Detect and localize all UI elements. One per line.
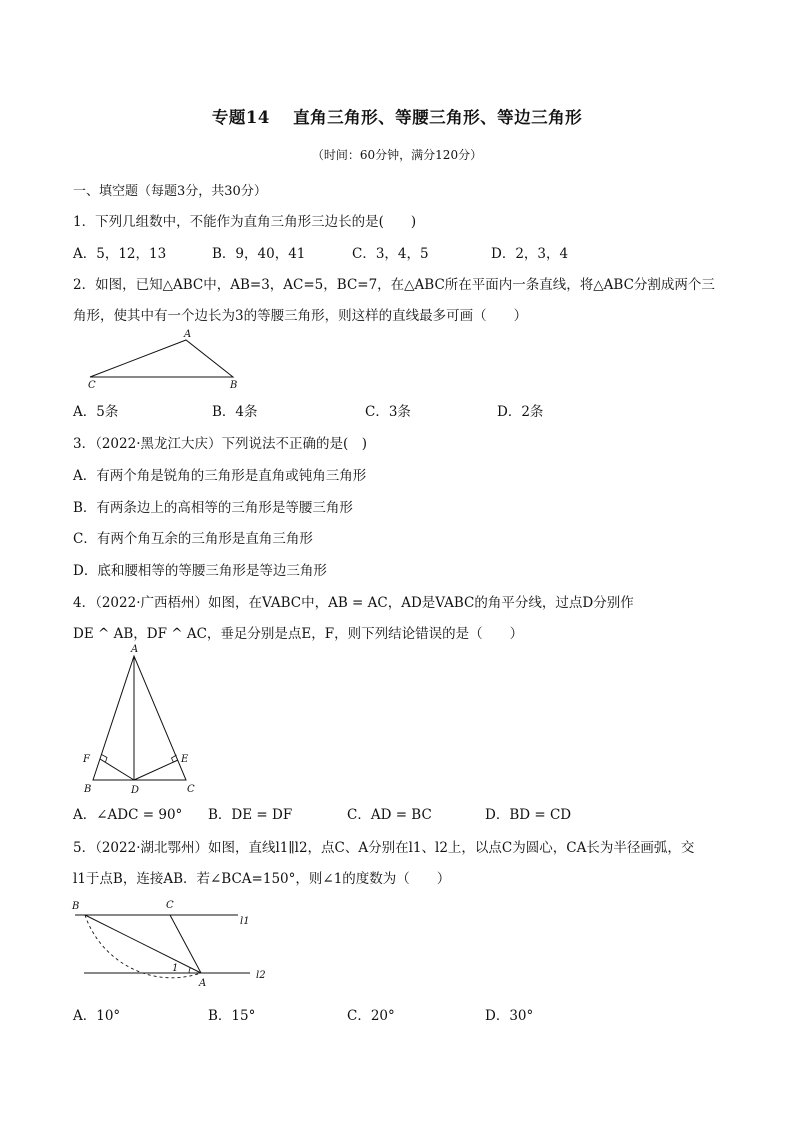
q4-isosceles-figure	[76, 642, 206, 797]
q2-option-c: C．3条	[365, 404, 411, 420]
q2-stem-line1: 2．如图，已知△ABC中，AB=3，AC=5，BC=7，在△ABC所在平面内一条直线，将△ABC分割成两个三	[73, 277, 715, 293]
section-heading: 一、填空题（每题3分，共30分）	[73, 184, 267, 199]
q4-stem-line2: DE ^ AB，DF ^ AC，垂足分别是点E，F，则下列结论错误的是（ ）	[73, 626, 524, 642]
label-b: B	[84, 784, 92, 795]
q3-option-a: A．有两个角是锐角的三角形是直角或钝角三角形	[73, 468, 367, 484]
q3-stem: 3．（2022·黑龙江大庆）下列说法不正确的是( )	[73, 436, 368, 452]
q1-option-b: B．9，40，41	[212, 246, 306, 262]
q2-stem-line2: 角形，使其中有一个边长为3的等腰三角形，则这样的直线最多可画（ ）	[73, 308, 528, 324]
q5-option-a: A．10°	[73, 1008, 121, 1024]
q3-option-c: C．有两个角互余的三角形是直角三角形	[73, 531, 313, 547]
label-c: C	[187, 784, 195, 795]
label-l1: l1	[240, 916, 250, 927]
label-e: E	[181, 754, 189, 765]
segment-df	[100, 759, 134, 780]
q5-parallel-lines-figure	[70, 892, 280, 992]
label-a: A	[131, 644, 139, 655]
segment-de	[134, 760, 178, 780]
q4-option-c: C．AD = BC	[347, 807, 432, 823]
page-title: 专题14 直角三角形、等腰三角形、等边三角形	[211, 108, 583, 127]
label-b: B	[230, 380, 238, 391]
q2-option-b: B．4条	[212, 404, 258, 420]
segment-ba	[85, 915, 201, 973]
q4-stem-line1: 4．（2022·广西梧州）如图，在VABC中，AB = AC，AD是VABC的角平分线，过点D分别作	[73, 595, 634, 611]
q4-option-a: A．∠ADC = 90°	[73, 807, 183, 823]
label-l2: l2	[256, 970, 266, 981]
label-a: A	[199, 978, 207, 989]
q5-option-b: B．15°	[208, 1008, 256, 1024]
q4-option-d: D．BD = CD	[485, 807, 572, 823]
label-f: F	[83, 754, 90, 765]
q4-option-b: B．DE = DF	[208, 807, 293, 823]
q2-triangle-figure	[80, 328, 260, 390]
triangle-abc	[93, 656, 186, 780]
q2-option-d: D．2条	[497, 404, 544, 420]
label-c: C	[166, 900, 174, 911]
q2-option-a: A．5条	[73, 404, 119, 420]
page-subtitle: （时间：60分钟，满分120分）	[311, 148, 483, 162]
q5-stem-line1: 5．（2022·湖北鄂州）如图，直线l1∥l2，点C、A分别在l1、l2上，以点C为圆心，CA长为半径画弧，交	[73, 840, 695, 856]
triangle-abc	[90, 340, 233, 377]
q5-stem-line2: l1于点B，连接AB．若∠BCA=150°，则∠1的度数为（ ）	[73, 871, 451, 887]
q3-option-d: D．底和腰相等的等腰三角形是等边三角形	[73, 563, 327, 579]
q1-option-a: A．5，12，13	[73, 246, 167, 262]
label-a: A	[184, 329, 192, 340]
label-b: B	[72, 901, 80, 912]
label-angle-1: 1	[172, 963, 179, 974]
q5-option-c: C．20°	[347, 1008, 395, 1024]
q1-stem: 1．下列几组数中，不能作为直角三角形三边长的是( )	[73, 214, 417, 230]
label-c: C	[88, 380, 96, 391]
label-d: D	[131, 785, 140, 796]
angle-mark-1	[189, 968, 190, 973]
q3-option-b: B．有两条边上的高相等的三角形是等腰三角形	[73, 500, 353, 516]
q5-option-d: D．30°	[485, 1008, 534, 1024]
arc-center-c	[85, 915, 201, 978]
q1-option-c: C．3，4，5	[352, 246, 429, 262]
q1-option-d: D．2，3，4	[491, 246, 569, 262]
